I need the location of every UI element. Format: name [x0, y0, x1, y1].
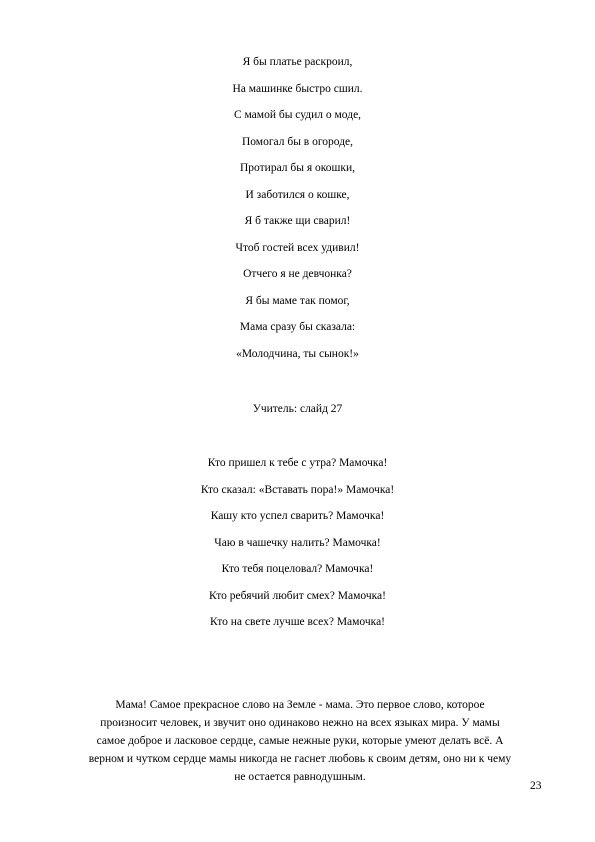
poem-line: Протирал бы я окошки,: [240, 162, 355, 174]
question-line: Кто на свете лучше всех? Мамочка!: [209, 616, 386, 628]
poem-line: Отчего я не девчонка?: [243, 268, 352, 280]
question-line: Кашу кто успел сварить? Мамочка!: [210, 510, 385, 522]
poem-line: Помогал бы в огороде,: [241, 136, 354, 148]
question-line: Кто тебя поцеловал? Мамочка!: [221, 563, 374, 575]
poem-line: И заботился о кошке,: [245, 189, 350, 201]
paragraph-line: самое доброе и ласковое сердце, самые нежные руки, которые умеют делать всё. А: [96, 735, 504, 747]
paragraph-line: не остается равнодушным.: [234, 771, 366, 783]
paragraph-line: Мама! Самое прекрасное слово на Земле - мама. Это первое слово, которое: [115, 699, 485, 711]
poem-line: На машинке быстро сшил.: [232, 83, 363, 95]
closing-paragraph: [80, 696, 520, 786]
poem-line: Мама сразу бы сказала:: [239, 321, 356, 333]
poem-line: Чтоб гостей всех удивил!: [235, 242, 360, 254]
question-line: Кто сказал: «Вставать пора!» Мамочка!: [200, 484, 395, 496]
paragraph-line: верном и чутком сердце мамы никогда не гаснет любовь к своим детям, оно ни к чему: [88, 753, 512, 765]
poem-line: Я бы платье раскроил,: [242, 56, 353, 68]
question-line: Кто пришел к тебе с утра? Мамочка!: [207, 457, 388, 469]
page-number: 23: [530, 780, 542, 792]
paragraph-line: произносит человек, и звучит оно одинаково нежно на всех языках мира. У мамы: [100, 717, 500, 729]
poem-line: Я бы маме так помог,: [245, 295, 350, 307]
poem-line: Я б также щи сварил!: [244, 215, 351, 227]
teacher-heading: Учитель: слайд 27: [252, 403, 343, 415]
question-line: Кто ребячий любит смех? Мамочка!: [209, 590, 386, 602]
poem-line: С мамой бы судил о моде,: [233, 109, 362, 121]
poem-line: «Молодчина, ты сынок!»: [236, 348, 359, 360]
question-line: Чаю в чашечку налить? Мамочка!: [214, 537, 381, 549]
